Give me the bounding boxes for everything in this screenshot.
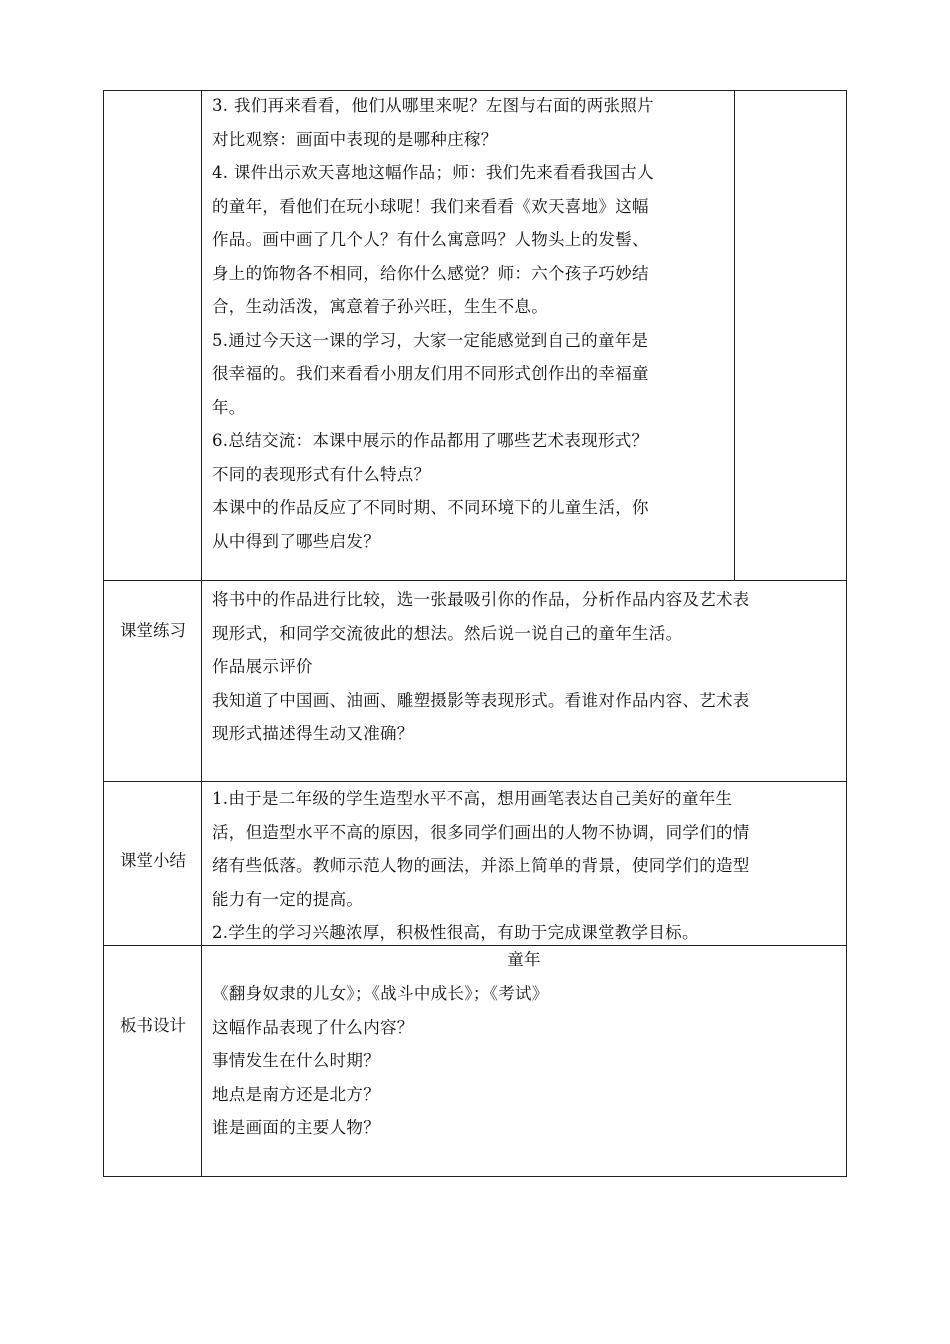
summary-label: 课堂小结 (120, 851, 186, 870)
text-line: 4. 课件出示欢天喜地这幅作品；师：我们先来看看我国古人 (212, 163, 654, 182)
text-line: 合，生动活泼，寓意着子孙兴旺，生生不息。 (212, 297, 548, 316)
text-line: 作品展示评价 (212, 657, 313, 676)
text-line: 这幅作品表现了什么内容？ (212, 1017, 414, 1037)
text-line: 事情发生在什么时期？ (212, 1051, 380, 1070)
text-line: 5.通过今天这一课的学习，大家一定能感觉到自己的童年是 (212, 330, 649, 350)
row-divider (104, 580, 846, 581)
text-line: 从中得到了哪些启发？ (212, 531, 380, 551)
lesson-plan-table (103, 90, 847, 1177)
text-line: 本课中的作品反应了不同时期、不同环境下的儿童生活，你 (212, 498, 649, 517)
process-continuation-text (212, 89, 732, 558)
text-line: 对比观察：画面中表现的是哪种庄稼？ (212, 129, 498, 149)
practice-text (212, 583, 844, 751)
board-title: 童年 (507, 950, 541, 969)
text-line: 谁是画面的主要人物？ (212, 1118, 380, 1137)
text-line: 2.学生的学习兴趣浓厚，积极性很高，有助于完成课堂教学目标。 (212, 923, 699, 942)
text-line: 地点是南方还是北方？ (212, 1084, 380, 1104)
notes-column-divider (734, 91, 735, 580)
text-line: 作品。画中画了几个人？有什么寓意吗？人物头上的发髻、 (212, 230, 649, 249)
summary-text (212, 782, 844, 950)
text-line: 不同的表现形式有什么特点？ (212, 464, 431, 484)
text-line: 很幸福的。我们来看看小朋友们用不同形式创作出的幸福童 (212, 364, 649, 383)
practice-label: 课堂练习 (120, 621, 186, 640)
board-text (212, 977, 844, 1145)
text-line: 我知道了中国画、油画、雕塑摄影等表现形式。看谁对作品内容、艺术表 (212, 690, 750, 710)
text-line: 能力有一定的提高。 (212, 889, 364, 909)
text-line: 现形式描述得生动又准确？ (212, 724, 414, 743)
text-line: 的童年，看他们在玩小球呢！我们来看看《欢天喜地》这幅 (212, 196, 649, 216)
text-line: 将书中的作品进行比较，选一张最吸引你的作品，分析作品内容及艺术表 (212, 590, 750, 609)
text-line: 6.总结交流：本课中展示的作品都用了哪些艺术表现形式？ (212, 431, 649, 450)
text-line: 3. 我们再来看看，他们从哪里来呢？左图与右面的两张照片 (212, 96, 654, 115)
text-line: 绪有些低落。教师示范人物的画法，并添上简单的背景，使同学们的造型 (212, 856, 750, 875)
text-line: 《翻身奴隶的儿女》；《战斗中成长》；《考试》 (212, 984, 549, 1003)
text-line: 身上的饰物各不相同，给你什么感觉？师：六个孩子巧妙结 (212, 263, 649, 283)
text-line: 现形式，和同学交流彼此的想法。然后说一说自己的童年生活。 (212, 623, 683, 643)
board-label: 板书设计 (120, 1016, 186, 1035)
text-line: 1.由于是二年级的学生造型水平不高，想用画笔表达自己美好的童年生 (212, 789, 733, 808)
text-line: 年。 (212, 397, 246, 417)
text-line: 活，但造型水平不高的原因，很多同学们画出的人物不协调，同学们的情 (212, 822, 750, 842)
